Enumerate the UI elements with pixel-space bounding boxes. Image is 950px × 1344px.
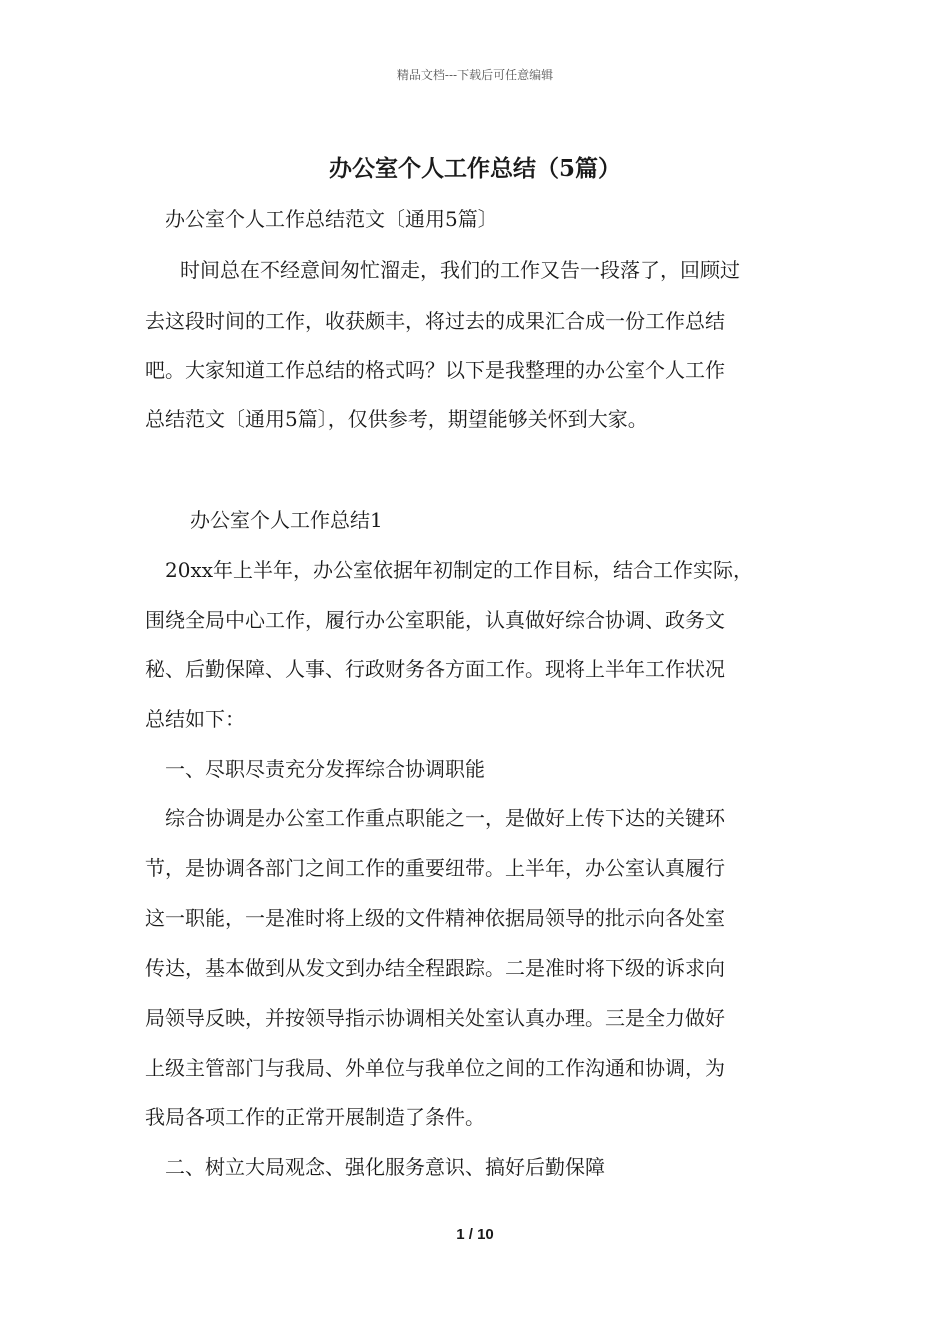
paragraph-line: 综合协调是办公室工作重点职能之一，是做好上传下达的关键环 — [165, 806, 725, 830]
page-number: 1 / 10 — [456, 1226, 494, 1243]
paragraph-line: 这一职能，一是准时将上级的文件精神依据局领导的批示向各处室 — [145, 906, 725, 930]
intro-line: 吧。大家知道工作总结的格式吗？以下是我整理的办公室个人工作 — [145, 358, 725, 382]
paragraph-line: 秘、后勤保障、人事、行政财务各方面工作。现将上半年工作状况 — [145, 657, 725, 681]
intro-line: 时间总在不经意间匆忙溜走，我们的工作又告一段落了，回顾过 — [180, 258, 740, 282]
paragraph-line: 传达，基本做到从发文到办结全程跟踪。二是准时将下级的诉求向 — [145, 956, 725, 980]
heading-1: 一、尽职尽责充分发挥综合协调职能 — [165, 757, 485, 781]
paragraph-line: 节，是协调各部门之间工作的重要纽带。上半年，办公室认真履行 — [145, 856, 725, 880]
paragraph-line: 总结如下： — [145, 707, 245, 731]
paragraph-line: 我局各项工作的正常开展制造了条件。 — [145, 1105, 485, 1129]
document-title: 办公室个人工作总结（5篇） — [328, 155, 621, 182]
paragraph-line: 上级主管部门与我局、外单位与我单位之间的工作沟通和协调，为 — [145, 1056, 725, 1080]
intro-line: 去这段时间的工作，收获颇丰，将过去的成果汇合成一份工作总结 — [145, 309, 725, 333]
page-header: 精品文档---下载后可任意编辑 — [396, 68, 554, 82]
paragraph-line: 20xx年上半年，办公室依据年初制定的工作目标，结合工作实际， — [165, 558, 754, 582]
intro-line: 总结范文〔通用5篇〕，仅供参考，期望能够关怀到大家。 — [145, 407, 648, 431]
heading-2: 二、树立大局观念、强化服务意识、搞好后勤保障 — [165, 1155, 605, 1179]
paragraph-line: 局领导反映，并按领导指示协调相关处室认真办理。三是全力做好 — [145, 1006, 725, 1030]
section-title: 办公室个人工作总结1 — [190, 508, 383, 532]
paragraph-line: 围绕全局中心工作，履行办公室职能，认真做好综合协调、政务文 — [145, 608, 725, 632]
subtitle: 办公室个人工作总结范文〔通用5篇〕 — [165, 207, 498, 231]
